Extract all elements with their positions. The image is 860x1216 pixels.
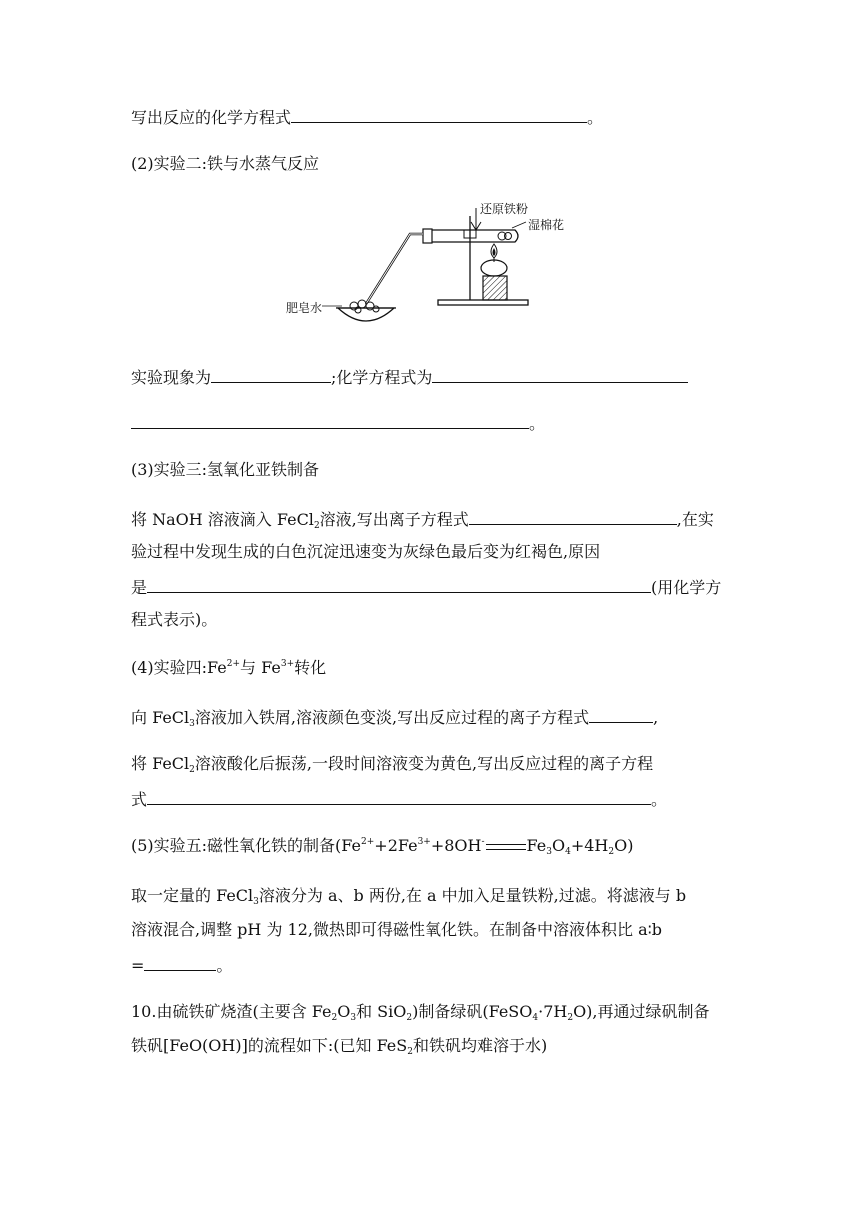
label-soap-water: 肥皂水 [286,301,323,315]
section-5-line-3: = 。 [131,956,233,975]
section-3-line-2: 验过程中发现生成的白色沉淀迅速变为灰绿色最后变为红褐色,原因 [131,542,601,561]
section-4-title: (4)实验四$:Fe^{2+}$与 $Fe^{3+}$转化 [131,658,327,677]
answer-blank[interactable] [432,366,688,383]
section-3-line-1: 将 NaOH 溶液滴入 FeCl$_2$溶液,写出离子方程式 ,在实 [131,510,714,531]
section-4-line-1: 向 FeCl$_3$溶液加入铁屑,溶液颜色变淡,写出反应过程的离子方程式 , [131,708,659,729]
section-2-title: (2)实验二:铁与水蒸气反应 [131,154,320,173]
section-4-line-2: 将 FeCl$_2$溶液酸化后振荡,一段时间溶液变为黄色,写出反应过程的离子方程 [131,754,654,775]
section-3-line-4: 程式表示)。 [131,610,218,629]
answer-blank[interactable] [469,508,677,525]
answer-blank[interactable] [147,788,651,805]
section-4-line-3: 式 。 [131,790,668,809]
section-2-continuation: 。 [131,412,545,434]
answer-blank[interactable] [131,412,529,429]
reaction-equals-sign [486,844,526,850]
label-wet-cotton: 湿棉花 [528,218,565,232]
section-3-line-3: 是 (用化学方 [131,578,722,597]
answer-blank[interactable] [147,576,651,593]
question-10-line-2: 铁矾[FeO(OH)]的流程如下:(已知 FeS$_2$和铁矾均难溶于水) [131,1036,548,1057]
section-5-title: (5)实验五:磁性氧化铁的制备($Fe^{2+}+2Fe^{3+}+8OH^-$ $Fe_3O_4+4H_2O$) [131,836,634,857]
apparatus-figure [280,196,590,336]
equation-line-1: 写出反应的化学方程式 。 [131,108,604,127]
label-iron-powder: 还原铁粉 [480,202,529,216]
question-10-line-1: 10.由硫铁矿烧渣(主要含 $Fe_2O_3$和 SiO$_2$)制备绿矾$(FeSO_4\cdot 7H_2O)$,再通过绿矾制备 [131,1002,710,1023]
answer-blank[interactable] [144,954,216,971]
answer-blank[interactable] [211,366,331,383]
section-5-line-1: 取一定量的 FeCl$_3$溶液分为 a、b 两份,在 a 中加入足量铁粉,过滤。将滤液与 b [131,886,687,907]
section-3-title: (3)实验三:氢氧化亚铁制备 [131,460,320,479]
section-5-line-2: 溶液混合,调整 pH 为 12,微热即可得磁性氧化铁。在制备中溶液体积比 a∶b [131,920,663,939]
answer-blank[interactable] [291,106,587,123]
section-2-question: 实验现象为 ;化学方程式为 [131,366,688,388]
answer-blank[interactable] [589,706,653,723]
